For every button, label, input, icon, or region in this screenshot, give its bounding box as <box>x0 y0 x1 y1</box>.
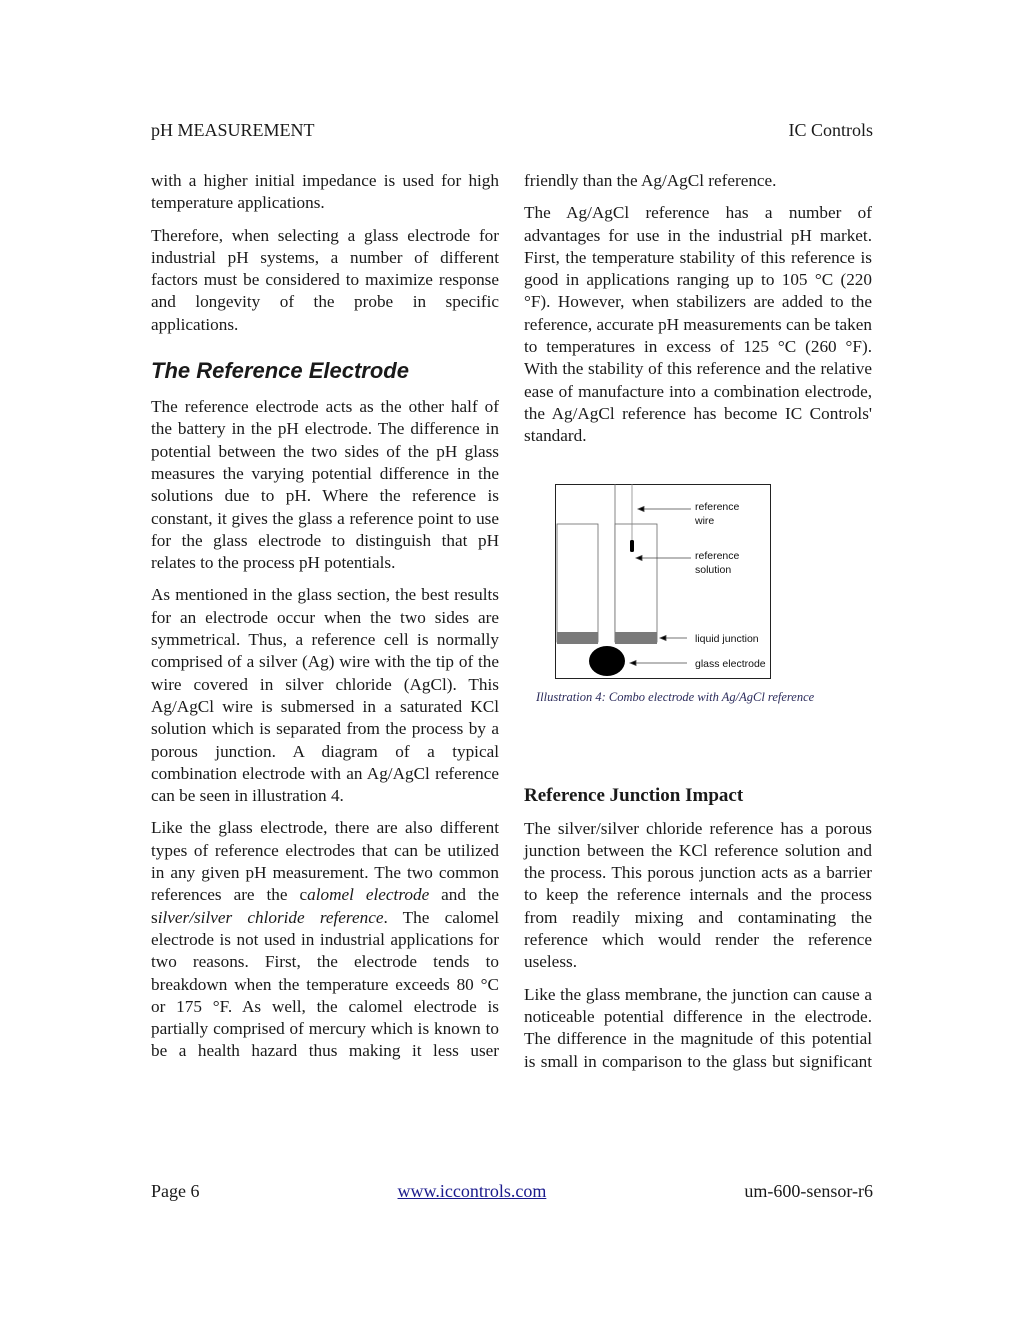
label-reference-wire: reference <box>695 500 740 513</box>
text-run: Like the glass electrode, there are also different types of reference electrodes that can be utilized in any given pH measurement. The two common references are the c <box>151 818 499 905</box>
text-run: . The calomel electrode is not used in industrial applications for two reasons. First, the electrode tends to breakdown when the temperature exceeds 80 °C or 175 °F. As well, the calomel electrode is partially comprised of mercury which is known to be a health hazard thus making it less user <box>151 907 499 1061</box>
website-link[interactable]: www.iccontrols.com <box>397 1181 547 1201</box>
label-liquid-junction: liquid junction <box>695 632 759 645</box>
text-run: and the s <box>151 885 499 927</box>
label-glass-electrode: glass electrode <box>695 657 766 670</box>
section-heading: Reference Junction Impact <box>524 784 744 806</box>
header-section-title: pH MEASUREMENT <box>151 120 315 140</box>
paragraph: friendly than the Ag/AgCl reference. <box>524 171 777 190</box>
paragraph: with a higher initial impedance is used for high temperature applications. <box>151 171 499 213</box>
header-company-name: IC Controls <box>788 120 873 140</box>
paragraph: As mentioned in the glass section, the best results for an electrode occur when the two sides are symmetrical. Thus, a reference cell is normally comprised of a silver (Ag) wire with the tip of the wire covered in silver chloride (AgCl). This Ag/AgCl wire is submersed in a saturated KCl solution which is separated from the process by a porous junction. A diagram of a typical combination electrode with an Ag/AgCl reference can be seen in illustration 4. <box>151 585 499 806</box>
page-footer <box>151 1181 873 1202</box>
liquid-junction-right <box>615 632 657 644</box>
document-id: um-600-sensor-r6 <box>744 1181 873 1201</box>
reference-chamber <box>615 524 657 642</box>
paragraph: Like the glass membrane, the junction can cause a noticeable potential difference in the electrode. The difference in the magnitude of this potential is small in comparison to the glass but significant <box>524 984 872 1071</box>
liquid-junction-left <box>557 632 598 644</box>
section-heading: The Reference Electrode <box>151 358 409 384</box>
paragraph: The silver/silver chloride reference has a porous junction between the KCl reference solution and the process. This porous junction acts as a barrier to keep the reference internals and the process from readily mixing and contaminating the reference which would render the reference useless. <box>524 818 872 972</box>
left-column <box>151 170 499 1073</box>
page-header <box>151 120 873 141</box>
figure-block <box>524 484 872 784</box>
paragraph <box>151 817 499 1062</box>
paragraph: The reference electrode acts as the other half of the battery in the pH electrode. The difference in potential between the two sides of the pH glass measures the varying potential difference in the solutions due to pH. Where the reference is constant, it gives the glass a reference point to use for the glass electrode to distinguish that pH relates to the process pH potentials. <box>151 397 499 573</box>
electrode-diagram <box>555 484 771 679</box>
page-number: Page 6 <box>151 1181 200 1201</box>
label-reference-wire: wire <box>695 514 715 527</box>
glass-bulb <box>589 646 625 676</box>
emphasis-text: ilver/silver chloride reference <box>157 907 384 927</box>
glass-tube-left <box>557 524 598 642</box>
label-reference-solution: solution <box>695 563 732 576</box>
emphasis-text: alomel electrode <box>307 885 430 905</box>
label-reference-solution: reference <box>695 549 740 562</box>
wire-tip <box>630 540 634 552</box>
paragraph: The Ag/AgCl reference has a number of advantages for use in the industrial pH market. First, the temperature stability of this reference is good in applications ranging up to 105 °C (220 °F). However, when stabilizers are added to the reference, accurate pH measurements can be taken to temperatures in excess of 125 °C (260 °F). With the stability of this reference and the relative ease of manufacture into a combination electrode, the Ag/AgCl reference has become IC Controls' standard. <box>524 203 872 446</box>
paragraph: Therefore, when selecting a glass electrode for industrial pH systems, a number of different factors must be considered to maximize response and longevity of the probe in specific applications. <box>151 225 499 334</box>
figure-caption: Illustration 4: Combo electrode with Ag/AgCl reference <box>536 689 815 704</box>
right-column <box>524 170 872 1083</box>
